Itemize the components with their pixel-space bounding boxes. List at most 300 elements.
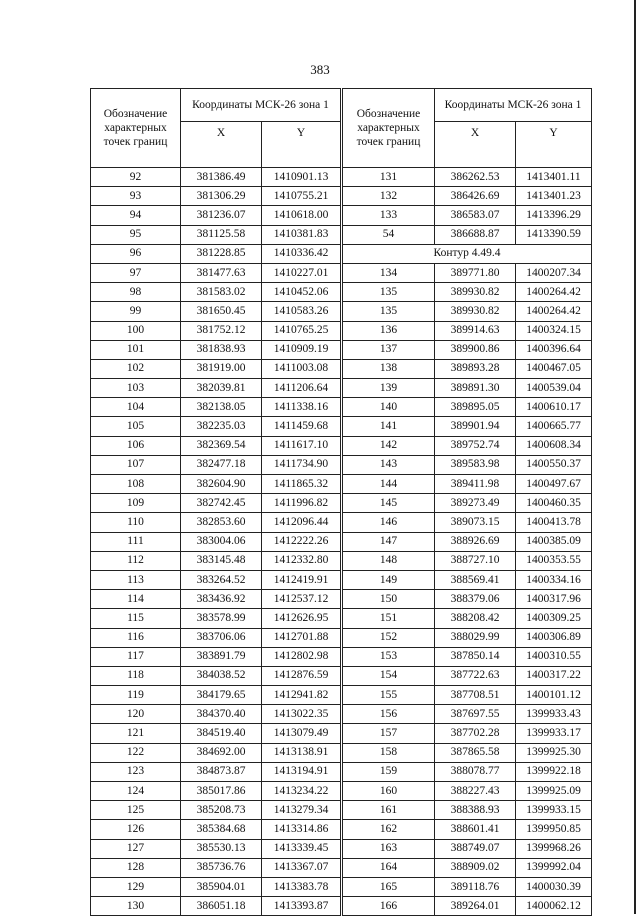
point-number-cell: 165	[343, 877, 435, 896]
table-row	[343, 570, 592, 589]
x-coordinate-cell: 388909.02	[435, 858, 516, 877]
point-number-cell: 141	[343, 417, 435, 436]
y-coordinate-cell: 1410381.83	[262, 225, 341, 244]
table-row	[91, 244, 341, 263]
x-coordinate-cell: 381306.29	[181, 187, 262, 206]
x-coordinate-cell: 388569.41	[435, 570, 516, 589]
x-coordinate-cell: 383145.48	[181, 551, 262, 570]
x-coordinate-cell: 388379.06	[435, 590, 516, 609]
x-coordinate-cell: 387708.51	[435, 686, 516, 705]
x-coordinate-cell: 388727.10	[435, 551, 516, 570]
x-coordinate-cell: 388227.43	[435, 782, 516, 801]
x-coordinate-cell: 382235.03	[181, 417, 262, 436]
y-coordinate-cell: 1412941.82	[262, 686, 341, 705]
x-coordinate-cell: 382742.45	[181, 494, 262, 513]
table-row	[343, 801, 592, 820]
table-row	[91, 206, 341, 225]
table-row	[343, 494, 592, 513]
point-number-cell: 98	[91, 283, 181, 302]
table-row	[91, 494, 341, 513]
x-coordinate-cell: 387702.28	[435, 724, 516, 743]
header-x: X	[435, 122, 516, 168]
y-coordinate-cell: 1412626.95	[262, 609, 341, 628]
x-coordinate-cell: 388388.93	[435, 801, 516, 820]
table-row	[343, 743, 592, 762]
table-row	[343, 762, 592, 781]
point-number-cell: 149	[343, 570, 435, 589]
y-coordinate-cell: 1410227.01	[262, 263, 341, 282]
x-coordinate-cell: 384370.40	[181, 705, 262, 724]
y-coordinate-cell: 1410583.26	[262, 302, 341, 321]
y-coordinate-cell: 1411865.32	[262, 475, 341, 494]
y-coordinate-cell: 1399933.15	[516, 801, 592, 820]
x-coordinate-cell: 389771.80	[435, 263, 516, 282]
x-coordinate-cell: 389893.28	[435, 359, 516, 378]
y-coordinate-cell: 1400207.34	[516, 263, 592, 282]
x-coordinate-cell: 384038.52	[181, 666, 262, 685]
header-point-name: Обозначение характерных точек границ	[91, 89, 181, 168]
table-row	[91, 628, 341, 647]
table-row	[91, 590, 341, 609]
point-number-cell: 92	[91, 168, 181, 187]
point-number-cell: 120	[91, 705, 181, 724]
point-number-cell: 93	[91, 187, 181, 206]
point-number-cell: 112	[91, 551, 181, 570]
point-number-cell: 133	[343, 206, 435, 225]
y-coordinate-cell: 1400353.55	[516, 551, 592, 570]
y-coordinate-cell: 1400306.89	[516, 628, 592, 647]
y-coordinate-cell: 1400310.55	[516, 647, 592, 666]
y-coordinate-cell: 1413393.87	[262, 897, 341, 916]
y-coordinate-cell: 1399992.04	[516, 858, 592, 877]
table-row	[91, 762, 341, 781]
table-row	[91, 743, 341, 762]
table-row	[343, 168, 592, 187]
y-coordinate-cell: 1413138.91	[262, 743, 341, 762]
point-number-cell: 131	[343, 168, 435, 187]
x-coordinate-cell: 386688.87	[435, 225, 516, 244]
x-coordinate-cell: 382138.05	[181, 398, 262, 417]
y-coordinate-cell: 1410618.00	[262, 206, 341, 225]
y-coordinate-cell: 1412802.98	[262, 647, 341, 666]
table-row	[343, 628, 592, 647]
y-coordinate-cell: 1400610.17	[516, 398, 592, 417]
table-row	[91, 475, 341, 494]
point-number-cell: 104	[91, 398, 181, 417]
table-row	[91, 647, 341, 666]
y-coordinate-cell: 1399925.30	[516, 743, 592, 762]
y-coordinate-cell: 1412332.80	[262, 551, 341, 570]
y-coordinate-cell: 1413390.59	[516, 225, 592, 244]
table-row	[343, 858, 592, 877]
point-number-cell: 99	[91, 302, 181, 321]
x-coordinate-cell: 387722.63	[435, 666, 516, 685]
y-coordinate-cell: 1413194.91	[262, 762, 341, 781]
table-row	[91, 302, 341, 321]
point-number-cell: 118	[91, 666, 181, 685]
header-y: Y	[516, 122, 592, 168]
point-number-cell: 94	[91, 206, 181, 225]
table-row	[343, 705, 592, 724]
x-coordinate-cell: 385208.73	[181, 801, 262, 820]
page-edge	[634, 0, 636, 914]
table-row	[91, 513, 341, 532]
y-coordinate-cell: 1400334.16	[516, 570, 592, 589]
y-coordinate-cell: 1410909.19	[262, 340, 341, 359]
point-number-cell: 123	[91, 762, 181, 781]
x-coordinate-cell: 386262.53	[435, 168, 516, 187]
point-number-cell: 142	[343, 436, 435, 455]
table-row	[343, 187, 592, 206]
y-coordinate-cell: 1399933.43	[516, 705, 592, 724]
y-coordinate-cell: 1400309.25	[516, 609, 592, 628]
x-coordinate-cell: 388749.07	[435, 839, 516, 858]
point-number-cell: 143	[343, 455, 435, 474]
x-coordinate-cell: 381236.07	[181, 206, 262, 225]
table-row	[91, 417, 341, 436]
x-coordinate-cell: 382853.60	[181, 513, 262, 532]
table-row	[91, 263, 341, 282]
y-coordinate-cell: 1413401.23	[516, 187, 592, 206]
point-number-cell: 136	[343, 321, 435, 340]
point-number-cell: 155	[343, 686, 435, 705]
y-coordinate-cell: 1413367.07	[262, 858, 341, 877]
point-number-cell: 110	[91, 513, 181, 532]
point-number-cell: 138	[343, 359, 435, 378]
table-row	[343, 475, 592, 494]
y-coordinate-cell: 1400413.78	[516, 513, 592, 532]
y-coordinate-cell: 1413401.11	[516, 168, 592, 187]
x-coordinate-cell: 381125.58	[181, 225, 262, 244]
y-coordinate-cell: 1412419.91	[262, 570, 341, 589]
x-coordinate-cell: 381752.12	[181, 321, 262, 340]
point-number-cell: 122	[91, 743, 181, 762]
x-coordinate-cell: 381386.49	[181, 168, 262, 187]
point-number-cell: 137	[343, 340, 435, 359]
y-coordinate-cell: 1399950.85	[516, 820, 592, 839]
table-row	[91, 398, 341, 417]
point-number-cell: 96	[91, 244, 181, 263]
y-coordinate-cell: 1410765.25	[262, 321, 341, 340]
x-coordinate-cell: 383578.99	[181, 609, 262, 628]
table-row	[343, 283, 592, 302]
y-coordinate-cell: 1400497.67	[516, 475, 592, 494]
y-coordinate-cell: 1400317.96	[516, 590, 592, 609]
table-row	[343, 379, 592, 398]
y-coordinate-cell: 1411996.82	[262, 494, 341, 513]
table-row	[343, 590, 592, 609]
y-coordinate-cell: 1399968.26	[516, 839, 592, 858]
table-row	[343, 877, 592, 896]
table-row	[91, 225, 341, 244]
point-number-cell: 135	[343, 283, 435, 302]
x-coordinate-cell: 382039.81	[181, 379, 262, 398]
y-coordinate-cell: 1399925.09	[516, 782, 592, 801]
x-coordinate-cell: 388029.99	[435, 628, 516, 647]
x-coordinate-cell: 383436.92	[181, 590, 262, 609]
table-row	[343, 820, 592, 839]
x-coordinate-cell: 385017.86	[181, 782, 262, 801]
x-coordinate-cell: 389073.15	[435, 513, 516, 532]
point-number-cell: 126	[91, 820, 181, 839]
y-coordinate-cell: 1400665.77	[516, 417, 592, 436]
point-number-cell: 139	[343, 379, 435, 398]
y-coordinate-cell: 1410755.21	[262, 187, 341, 206]
x-coordinate-cell: 389914.63	[435, 321, 516, 340]
x-coordinate-cell: 385736.76	[181, 858, 262, 877]
point-number-cell: 148	[343, 551, 435, 570]
x-coordinate-cell: 383891.79	[181, 647, 262, 666]
y-coordinate-cell: 1411206.64	[262, 379, 341, 398]
x-coordinate-cell: 389895.05	[435, 398, 516, 417]
table-row	[343, 782, 592, 801]
table-row	[343, 897, 592, 916]
y-coordinate-cell: 1413279.34	[262, 801, 341, 820]
table-row	[91, 839, 341, 858]
y-coordinate-cell: 1413234.22	[262, 782, 341, 801]
point-number-cell: 115	[91, 609, 181, 628]
table-row	[91, 782, 341, 801]
y-coordinate-cell: 1400539.04	[516, 379, 592, 398]
coordinates-table-left	[90, 88, 341, 916]
point-number-cell: 150	[343, 590, 435, 609]
y-coordinate-cell: 1400317.22	[516, 666, 592, 685]
y-coordinate-cell: 1412096.44	[262, 513, 341, 532]
table-row	[91, 609, 341, 628]
point-number-cell: 116	[91, 628, 181, 647]
point-number-cell: 162	[343, 820, 435, 839]
table-row	[343, 532, 592, 551]
y-coordinate-cell: 1400264.42	[516, 302, 592, 321]
x-coordinate-cell: 389583.98	[435, 455, 516, 474]
header-coordinate-system: Координаты МСК-26 зона 1	[435, 89, 592, 122]
y-coordinate-cell: 1399922.18	[516, 762, 592, 781]
point-number-cell: 107	[91, 455, 181, 474]
point-number-cell: 156	[343, 705, 435, 724]
point-number-cell: 101	[91, 340, 181, 359]
point-number-cell: 144	[343, 475, 435, 494]
x-coordinate-cell: 381838.93	[181, 340, 262, 359]
x-coordinate-cell: 385384.68	[181, 820, 262, 839]
y-coordinate-cell: 1411338.16	[262, 398, 341, 417]
point-number-cell: 146	[343, 513, 435, 532]
point-number-cell: 134	[343, 263, 435, 282]
y-coordinate-cell: 1413396.29	[516, 206, 592, 225]
table-row	[343, 647, 592, 666]
x-coordinate-cell: 385904.01	[181, 877, 262, 896]
x-coordinate-cell: 386583.07	[435, 206, 516, 225]
point-number-cell: 147	[343, 532, 435, 551]
contour-row	[343, 244, 592, 263]
x-coordinate-cell: 385530.13	[181, 839, 262, 858]
x-coordinate-cell: 381583.02	[181, 283, 262, 302]
table-row	[343, 359, 592, 378]
x-coordinate-cell: 389264.01	[435, 897, 516, 916]
table-row	[343, 225, 592, 244]
table-row	[91, 455, 341, 474]
point-number-cell: 154	[343, 666, 435, 685]
point-number-cell: 117	[91, 647, 181, 666]
x-coordinate-cell: 381477.63	[181, 263, 262, 282]
y-coordinate-cell: 1400396.64	[516, 340, 592, 359]
x-coordinate-cell: 381228.85	[181, 244, 262, 263]
point-number-cell: 161	[343, 801, 435, 820]
header-y: Y	[262, 122, 341, 168]
header-coordinate-system: Координаты МСК-26 зона 1	[181, 89, 341, 122]
point-number-cell: 128	[91, 858, 181, 877]
table-row	[91, 168, 341, 187]
x-coordinate-cell: 382477.18	[181, 455, 262, 474]
point-number-cell: 158	[343, 743, 435, 762]
point-number-cell: 124	[91, 782, 181, 801]
x-coordinate-cell: 387850.14	[435, 647, 516, 666]
x-coordinate-cell: 387865.58	[435, 743, 516, 762]
x-coordinate-cell: 388601.41	[435, 820, 516, 839]
x-coordinate-cell: 384179.65	[181, 686, 262, 705]
point-number-cell: 157	[343, 724, 435, 743]
table-row	[91, 570, 341, 589]
table-row	[91, 283, 341, 302]
table-row	[91, 897, 341, 916]
table-row	[343, 609, 592, 628]
y-coordinate-cell: 1411617.10	[262, 436, 341, 455]
point-number-cell: 129	[91, 877, 181, 896]
point-number-cell: 132	[343, 187, 435, 206]
x-coordinate-cell: 383706.06	[181, 628, 262, 647]
table-row	[343, 398, 592, 417]
x-coordinate-cell: 388208.42	[435, 609, 516, 628]
point-number-cell: 113	[91, 570, 181, 589]
point-number-cell: 140	[343, 398, 435, 417]
coordinates-table-right	[342, 88, 592, 916]
y-coordinate-cell: 1400101.12	[516, 686, 592, 705]
x-coordinate-cell: 388078.77	[435, 762, 516, 781]
point-number-cell: 103	[91, 379, 181, 398]
header-point-name: Обозначение характерных точек границ	[343, 89, 435, 168]
y-coordinate-cell: 1413079.49	[262, 724, 341, 743]
x-coordinate-cell: 389891.30	[435, 379, 516, 398]
point-number-cell: 97	[91, 263, 181, 282]
table-row	[91, 686, 341, 705]
table-row	[91, 340, 341, 359]
y-coordinate-cell: 1400550.37	[516, 455, 592, 474]
table-row	[343, 551, 592, 570]
x-coordinate-cell: 389930.82	[435, 283, 516, 302]
point-number-cell: 130	[91, 897, 181, 916]
table-row	[91, 379, 341, 398]
point-number-cell: 145	[343, 494, 435, 513]
point-number-cell: 151	[343, 609, 435, 628]
table-row	[91, 820, 341, 839]
point-number-cell: 135	[343, 302, 435, 321]
y-coordinate-cell: 1399933.17	[516, 724, 592, 743]
table-row	[343, 455, 592, 474]
table-row	[91, 532, 341, 551]
x-coordinate-cell: 387697.55	[435, 705, 516, 724]
point-number-cell: 159	[343, 762, 435, 781]
table-row	[91, 666, 341, 685]
y-coordinate-cell: 1400608.34	[516, 436, 592, 455]
y-coordinate-cell: 1410452.06	[262, 283, 341, 302]
y-coordinate-cell: 1400062.12	[516, 897, 592, 916]
point-number-cell: 153	[343, 647, 435, 666]
x-coordinate-cell: 381650.45	[181, 302, 262, 321]
table-row	[343, 340, 592, 359]
point-number-cell: 54	[343, 225, 435, 244]
point-number-cell: 111	[91, 532, 181, 551]
y-coordinate-cell: 1400030.39	[516, 877, 592, 896]
x-coordinate-cell: 389901.94	[435, 417, 516, 436]
point-number-cell: 164	[343, 858, 435, 877]
point-number-cell: 109	[91, 494, 181, 513]
table-row	[343, 302, 592, 321]
x-coordinate-cell: 389411.98	[435, 475, 516, 494]
point-number-cell: 102	[91, 359, 181, 378]
table-row	[91, 359, 341, 378]
table-row	[343, 839, 592, 858]
y-coordinate-cell: 1413314.86	[262, 820, 341, 839]
y-coordinate-cell: 1411734.90	[262, 455, 341, 474]
x-coordinate-cell: 389752.74	[435, 436, 516, 455]
y-coordinate-cell: 1410336.42	[262, 244, 341, 263]
y-coordinate-cell: 1412222.26	[262, 532, 341, 551]
y-coordinate-cell: 1400460.35	[516, 494, 592, 513]
table-row	[91, 705, 341, 724]
point-number-cell: 160	[343, 782, 435, 801]
y-coordinate-cell: 1400264.42	[516, 283, 592, 302]
y-coordinate-cell: 1411003.08	[262, 359, 341, 378]
point-number-cell: 166	[343, 897, 435, 916]
x-coordinate-cell: 389930.82	[435, 302, 516, 321]
table-row	[91, 877, 341, 896]
y-coordinate-cell: 1412876.59	[262, 666, 341, 685]
table-row	[343, 206, 592, 225]
table-row	[91, 321, 341, 340]
point-number-cell: 119	[91, 686, 181, 705]
point-number-cell: 121	[91, 724, 181, 743]
table-row	[343, 263, 592, 282]
y-coordinate-cell: 1413383.78	[262, 877, 341, 896]
table-row	[343, 436, 592, 455]
table-row	[91, 551, 341, 570]
y-coordinate-cell: 1410901.13	[262, 168, 341, 187]
point-number-cell: 127	[91, 839, 181, 858]
x-coordinate-cell: 386426.69	[435, 187, 516, 206]
point-number-cell: 105	[91, 417, 181, 436]
table-row	[343, 321, 592, 340]
y-coordinate-cell: 1400467.05	[516, 359, 592, 378]
x-coordinate-cell: 384519.40	[181, 724, 262, 743]
x-coordinate-cell: 389900.86	[435, 340, 516, 359]
x-coordinate-cell: 381919.00	[181, 359, 262, 378]
x-coordinate-cell: 384692.00	[181, 743, 262, 762]
table-row	[91, 801, 341, 820]
x-coordinate-cell: 389118.76	[435, 877, 516, 896]
point-number-cell: 106	[91, 436, 181, 455]
header-x: X	[181, 122, 262, 168]
y-coordinate-cell: 1413022.35	[262, 705, 341, 724]
table-row	[343, 513, 592, 532]
x-coordinate-cell: 382369.54	[181, 436, 262, 455]
y-coordinate-cell: 1413339.45	[262, 839, 341, 858]
x-coordinate-cell: 388926.69	[435, 532, 516, 551]
y-coordinate-cell: 1412537.12	[262, 590, 341, 609]
point-number-cell: 152	[343, 628, 435, 647]
point-number-cell: 95	[91, 225, 181, 244]
table-row	[91, 436, 341, 455]
table-row	[343, 686, 592, 705]
y-coordinate-cell: 1412701.88	[262, 628, 341, 647]
